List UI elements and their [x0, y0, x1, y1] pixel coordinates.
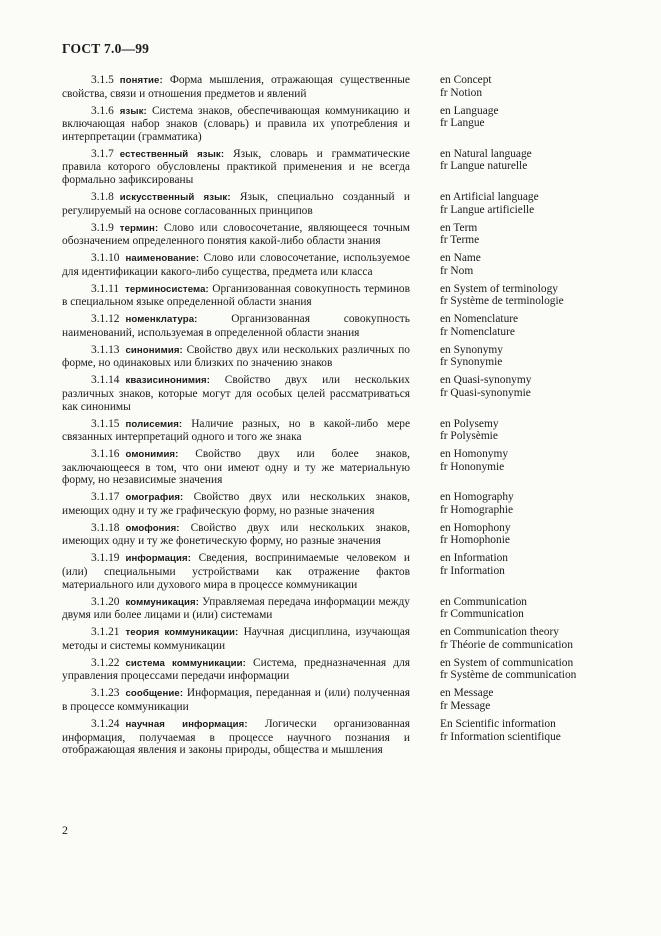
entry-equivalents — [440, 344, 503, 369]
entry-number: 3.1.8 — [91, 190, 114, 203]
entry-term: система коммуникации: — [125, 657, 246, 669]
entry-term: наименование: — [125, 253, 200, 265]
entry-equivalents — [440, 252, 481, 277]
entry-term: омофония: — [125, 522, 180, 534]
entry-definition-block — [62, 448, 410, 487]
entry-definition-block — [62, 552, 410, 591]
entry-fr: fr Notion — [440, 86, 483, 99]
entry-term: термин: — [119, 222, 159, 234]
entry-number: 3.1.19 — [91, 552, 120, 565]
entry-number: 3.1.10 — [91, 252, 120, 265]
entry-number: 3.1.21 — [91, 626, 120, 639]
entry-definition-block — [62, 252, 410, 278]
entry-en: en Homography — [440, 491, 514, 504]
entry-number: 3.1.24 — [91, 717, 120, 730]
entry-fr: fr Homophonie — [440, 534, 510, 547]
entry-definition: Свойство двух или нескольких различных знаков, которые могут для особых целей рассматриваться как синонимы — [62, 374, 410, 413]
entry-definition: Слово или словосочетание, используемое для идентификации какого-либо существа, предмета или класса — [62, 252, 410, 278]
entry-definition-block — [62, 344, 410, 370]
entry-en: en Term — [440, 221, 478, 234]
entry-number: 3.1.18 — [91, 521, 120, 534]
entry-definition-block — [62, 222, 410, 248]
entry-definition-block — [62, 148, 410, 187]
entry-definition-block — [62, 418, 410, 444]
term-entry — [62, 283, 632, 309]
entry-term: искусственный язык: — [119, 191, 231, 203]
entry-equivalents — [440, 313, 518, 338]
entry-en: en Natural language — [440, 147, 532, 160]
term-entry — [62, 105, 632, 144]
entry-number: 3.1.5 — [91, 74, 114, 86]
entry-term: естественный язык: — [119, 148, 225, 160]
entry-fr: fr Communication — [440, 608, 524, 621]
entry-definition: Научная дисциплина, изучающая методы и системы коммуникации — [62, 626, 410, 652]
entry-fr: fr Langue naturelle — [440, 160, 528, 173]
entry-equivalents — [440, 596, 527, 621]
entry-definition: Система, предназначенная для управления процессами передачи информации — [62, 656, 410, 683]
entry-equivalents — [440, 148, 532, 173]
entry-term: язык: — [119, 105, 147, 117]
entry-definition: Наличие разных, но в какой-либо мере связанных интерпретаций одного и того же знака — [62, 417, 410, 444]
entry-fr: fr Nom — [440, 264, 474, 277]
term-entry — [62, 418, 632, 444]
entry-definition: Язык, специально созданный и регулируемый на основе согласованных принципов — [62, 190, 410, 217]
term-entry — [62, 718, 632, 757]
entry-equivalents — [440, 418, 499, 443]
entry-en: en Homonymy — [440, 448, 509, 461]
entry-definition: Свойство двух или нескольких знаков, имеющих одну и ту же графическую форму, но разные значения — [62, 491, 410, 517]
entry-number: 3.1.15 — [91, 417, 120, 430]
entry-number: 3.1.16 — [91, 448, 120, 461]
entry-definition-block — [62, 74, 410, 100]
entry-definition: Язык, словарь и грамматические правила которого обусловлены практикой применения и не всегда формально зафиксированы — [62, 147, 410, 186]
entry-en: en Information — [440, 552, 509, 565]
entry-definition-block — [62, 283, 410, 309]
entry-definition: Информация, переданная и (или) полученная в процессе коммуникации — [62, 687, 410, 713]
entry-term: понятие: — [119, 75, 163, 86]
entry-en: en Language — [440, 104, 499, 117]
term-entry — [62, 626, 632, 652]
entry-definition: Свойство двух или нескольких знаков, имеющих одну и ту же фонетическую форму, но разные значения — [62, 521, 410, 548]
entry-fr: fr Nomenclature — [440, 325, 515, 338]
entry-definition-block — [62, 105, 410, 144]
entry-definition: Управляемая передача информации между двумя или более лицами и (или) системами — [62, 595, 410, 622]
entry-definition-block — [62, 374, 410, 413]
entry-term: номенклатура: — [125, 314, 198, 326]
entry-en: en Artificial language — [440, 190, 539, 203]
entry-term: научная информация: — [125, 718, 248, 730]
entry-equivalents — [440, 374, 531, 399]
entry-definition: Система знаков, обеспечивающая коммуникацию и включающая набор знаков (словарь) и правила их употребления и интерпретации (грамматика) — [62, 104, 410, 143]
term-entry — [62, 448, 632, 487]
term-entry — [62, 313, 632, 339]
entry-definition: Форма мышления, отражающая существенные свойства, связи и отношения предметов и явлений — [62, 74, 410, 100]
entry-en: en System of communication — [440, 656, 574, 669]
entry-definition-block — [62, 522, 410, 548]
term-entry — [62, 191, 632, 217]
entry-number: 3.1.12 — [91, 313, 120, 326]
entry-number: 3.1.9 — [91, 221, 114, 234]
entry-equivalents — [440, 222, 479, 247]
entry-equivalents — [440, 687, 493, 712]
entry-fr: fr Langue artificielle — [440, 203, 535, 216]
entry-fr: fr Polysèmie — [440, 430, 498, 443]
entry-fr: fr Système de terminologie — [440, 295, 564, 308]
entry-equivalents — [440, 552, 508, 577]
entry-number: 3.1.14 — [91, 374, 120, 387]
entry-definition: Логически организованная информация, получаемая в процессе научного познания и отображающая явления и законы природы, общества и мышления — [62, 717, 410, 757]
entry-term: информация: — [125, 553, 192, 565]
entry-en: en Quasi-synonymy — [440, 374, 532, 387]
entry-number: 3.1.23 — [91, 687, 120, 700]
entry-definition: Свойство двух или более знаков, заключающееся в том, что они имеют одну и ту же материальную форму, но независимые значения — [62, 448, 410, 487]
entry-definition-block — [62, 687, 410, 713]
entry-en: en Concept — [440, 74, 492, 86]
entry-term: квазисинонимия: — [125, 375, 211, 387]
entry-term: омография: — [125, 492, 184, 504]
entry-equivalents — [440, 491, 514, 516]
entry-en: en Synonymy — [440, 343, 503, 356]
entry-equivalents — [440, 283, 564, 308]
entry-en: en Name — [440, 252, 481, 265]
entry-equivalents — [440, 105, 499, 130]
entry-equivalents — [440, 74, 492, 99]
entry-equivalents — [440, 522, 511, 547]
entry-en: en Communication theory — [440, 626, 559, 639]
entry-number: 3.1.17 — [91, 491, 120, 504]
term-entry — [62, 252, 632, 278]
page-number: 2 — [62, 823, 68, 837]
term-entry — [62, 74, 632, 100]
entry-fr: fr Langue — [440, 117, 485, 130]
term-entry — [62, 222, 632, 248]
entry-definition: Слово или словосочетание, являющееся точным обозначением определенного понятия какой-либо области знания — [62, 221, 410, 248]
entry-definition-block — [62, 313, 410, 339]
term-entry — [62, 344, 632, 370]
entry-equivalents — [440, 191, 539, 216]
entry-definition-block — [62, 626, 410, 652]
entry-fr: fr Théorie de communication — [440, 638, 573, 651]
entry-definition: Сведения, воспринимаемые человеком и (или) специальными устройствами как отражение фактов материального или духового мира в процессе коммуникации — [62, 552, 410, 591]
term-entry — [62, 522, 632, 548]
term-entry — [62, 596, 632, 622]
term-entry — [62, 491, 632, 517]
document-header: ГОСТ 7.0—99 — [62, 41, 150, 56]
entry-fr: fr Homographie — [440, 503, 514, 516]
entry-fr: fr Système de communication — [440, 669, 577, 682]
term-entry — [62, 552, 632, 591]
entry-fr: fr Synonymie — [440, 356, 503, 369]
entry-en: en Homophony — [440, 521, 511, 534]
term-entry — [62, 148, 632, 187]
entry-en: En Scientific information — [440, 717, 556, 730]
entry-fr: fr Hononymie — [440, 460, 505, 473]
term-entries — [62, 74, 632, 761]
entry-term: теория коммуникации: — [125, 627, 239, 639]
entry-definition-block — [62, 657, 410, 683]
entry-term: коммуникация: — [125, 596, 200, 608]
entry-equivalents — [440, 657, 576, 682]
entry-fr: fr Information — [440, 565, 505, 578]
entry-number: 3.1.6 — [91, 104, 114, 117]
entry-term: терминосистема: — [125, 283, 209, 295]
term-entry — [62, 657, 632, 683]
entry-term: синонимия: — [125, 344, 183, 356]
entry-en: en Message — [440, 687, 494, 700]
entry-fr: fr Terme — [440, 234, 480, 247]
entry-term: полисемия: — [125, 418, 183, 430]
entry-term: омонимия: — [125, 449, 179, 461]
entry-fr: fr Quasi-synonymie — [440, 386, 531, 399]
entry-number: 3.1.13 — [91, 343, 120, 356]
entry-fr: fr Information scientifique — [440, 730, 561, 743]
entry-definition: Свойство двух или нескольких различных по форме, но одинаковых или близких по значению знаков — [62, 343, 410, 370]
entry-equivalents — [440, 718, 561, 743]
entry-definition-block — [62, 596, 410, 622]
entry-definition: Организованная совокупность наименований, используемая в определенной области знания — [62, 313, 410, 339]
entry-definition: Организованная совокупность терминов в специальном языке определенной области знания — [62, 282, 410, 309]
entry-number: 3.1.11 — [91, 282, 120, 295]
entry-number: 3.1.7 — [91, 147, 114, 160]
entry-number: 3.1.20 — [91, 595, 120, 608]
entry-definition-block — [62, 718, 410, 757]
entry-en: en Polysemy — [440, 417, 499, 430]
entry-number: 3.1.22 — [91, 656, 120, 669]
entry-fr: fr Message — [440, 699, 491, 712]
entry-definition-block — [62, 191, 410, 217]
entry-en: en Communication — [440, 595, 527, 608]
entry-term: сообщение: — [125, 688, 184, 700]
term-entry — [62, 687, 632, 713]
entry-equivalents — [440, 626, 573, 651]
entry-definition-block — [62, 491, 410, 517]
entry-equivalents — [440, 448, 508, 473]
term-entry — [62, 374, 632, 413]
entry-en: en System of terminology — [440, 282, 559, 295]
entry-en: en Nomenclature — [440, 313, 519, 326]
